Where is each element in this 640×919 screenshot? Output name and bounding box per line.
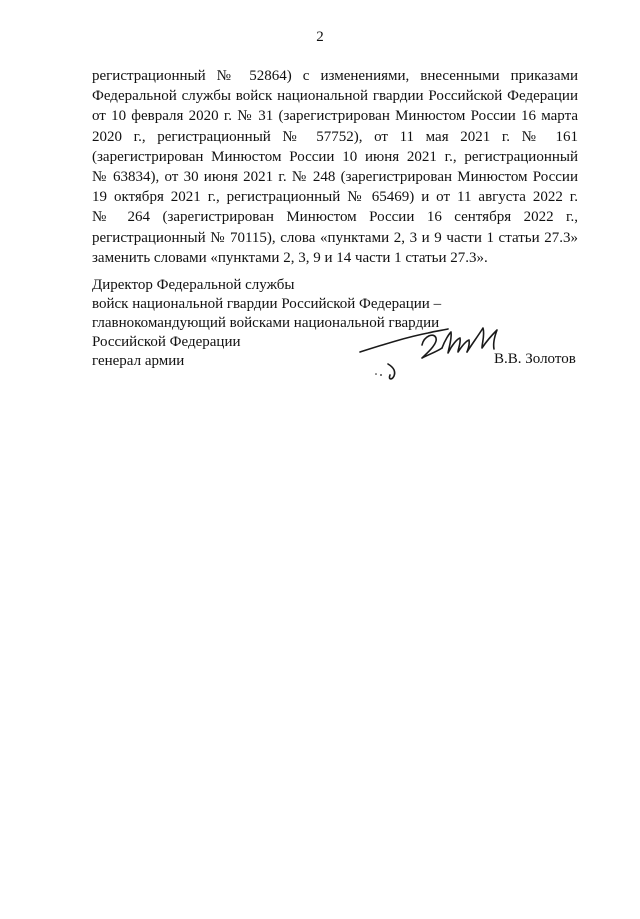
body-line: 2020 г., регистрационный № 57752), от 11 мая 2021 г. № 161 [92, 128, 578, 145]
signatory-position-line: главнокомандующий войсками национальной гвардии [92, 315, 440, 331]
signatory-position-line: Директор Федеральной службы [92, 277, 295, 293]
body-paragraph [92, 66, 578, 268]
page-number: 2 [316, 29, 324, 45]
signatory-position-line: Российской Федерации [92, 334, 241, 350]
body-line: Федеральной службы войск национальной гвардии Российской Федерации [92, 88, 578, 105]
body-line: № 63834), от 30 июня 2021 г. № 248 (зарегистрирован Минюстом России [92, 169, 578, 186]
signatory-rank: генерал армии [92, 353, 185, 369]
body-line: заменить словами «пунктами 2, 3, 9 и 14 части 1 статьи 27.3». [92, 249, 488, 266]
signatory-position-line: войск национальной гвардии Российской Федерации – [92, 296, 442, 312]
body-line: 19 октября 2021 г., регистрационный № 65469) и от 11 августа 2022 г. [92, 189, 578, 206]
body-line: регистрационный № 52864) с изменениями, внесенными приказами [92, 68, 578, 84]
body-line: регистрационный № 70115), слова «пунктами 2, 3 и 9 части 1 статьи 27.3» [92, 229, 578, 246]
body-line: № 264 (зарегистрирован Минюстом России 16 сентября 2022 г., [92, 209, 578, 226]
body-line: (зарегистрирован Минюстом России 10 июня 2021 г., регистрационный [92, 148, 578, 165]
body-line: от 10 февраля 2020 г. № 31 (зарегистрирован Минюстом России 16 марта [92, 108, 578, 125]
signatory-name: В.В. Золотов [494, 351, 576, 367]
